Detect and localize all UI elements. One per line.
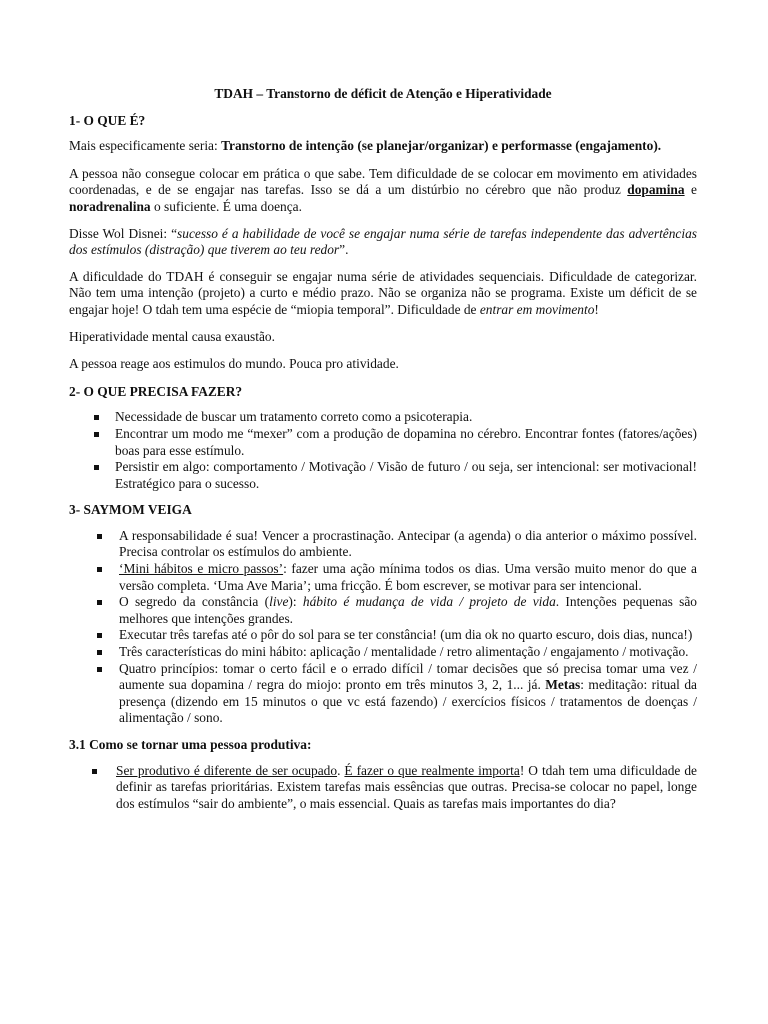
italic-text: entrar em movimento xyxy=(479,301,595,317)
text: : meditação: ritual da presença (dizendo em 15 minutos o que vc está fazendo) / exercícios físicos / tratamentos de doenças / alimentação / sono. xyxy=(119,677,698,726)
list-item xyxy=(69,594,697,627)
text: ! xyxy=(594,301,599,317)
text: : fazer uma ação mínima todos os dias. Uma versão muito menor do que a versão completa. ‘Uma Ave Maria’; uma fricção. É bom escrever, se motivar para ser intencional. xyxy=(119,561,697,593)
section-pessoa-produtiva xyxy=(69,737,697,812)
bullet-list xyxy=(69,528,697,727)
list-item: Encontrar um modo me “mexer” com a produção de dopamina no cérebro. Encontrar fontes (fatores/ações) boas para esse estímulo. xyxy=(69,426,697,459)
underlined-text: Ser produtivo é diferente de ser ocupado xyxy=(116,762,338,778)
list-item xyxy=(69,763,697,813)
section-heading: 3- SAYMOM VEIGA xyxy=(69,502,192,518)
document-title: TDAH – Transtorno de déficit de Atenção e Hiperatividade xyxy=(214,86,552,101)
underlined-text: É fazer o que realmente importa xyxy=(344,762,520,778)
text: . Intenções pequenas são melhores que intenções grandes. xyxy=(119,594,697,626)
text: ! O tdah tem uma dificuldade de definir as tarefas prioritárias. Existem tarefas mais essências que outras. Precisa-se colocar no papel, longe dos estímulos “sair do ambiente”, o mais essencial. Quais as tarefas mais importantes do dia? xyxy=(116,762,697,811)
text: Mais especificamente seria: xyxy=(69,138,222,154)
underlined-text: ‘Mini hábitos e micro passos’ xyxy=(119,561,284,577)
italic-quote: sucesso é a habilidade de você se engajar numa série de tarefas independente das advertências dos estímulos (distração) que tiverem ao teu redor xyxy=(69,225,697,258)
text: ): xyxy=(288,594,303,610)
text: A dificuldade do TDAH é conseguir se engajar numa série de atividades sequenciais. Dificuldade de categorizar. Não tem uma intenção (projeto) a curto e médio prazo. Não se organiza não se programa. Existe um déficit de se engajar hoje! O tdah tem uma espécie de “miopia temporal”. Dificuldade de xyxy=(69,268,697,317)
list-item xyxy=(69,561,697,594)
list-item xyxy=(69,661,697,727)
bullet-list xyxy=(69,763,697,813)
paragraph: A pessoa reage aos estimulos do mundo. Pouca pro atividade. xyxy=(69,356,399,372)
text: . xyxy=(337,762,345,778)
section-heading: 2- O QUE PRECISA FAZER? xyxy=(69,383,243,399)
list-item: Necessidade de buscar um tratamento correto como a psicoterapia. xyxy=(69,409,697,426)
section-o-que-e xyxy=(69,113,697,373)
text: o suficiente. É uma doença. xyxy=(150,198,302,214)
paragraph: Hiperatividade mental causa exaustão. xyxy=(69,328,275,344)
list-item: Três características do mini hábito: aplicação / mentalidade / retro alimentação / engajamento / motivação. xyxy=(69,644,697,661)
paragraph xyxy=(69,269,697,319)
section-heading: 1- O QUE É? xyxy=(69,112,146,128)
italic-text: hábito é mudança de vida / projeto de vida xyxy=(302,594,556,610)
text: e xyxy=(684,182,697,198)
bold-underlined-text: dopamina xyxy=(627,182,685,198)
section-o-que-precisa-fazer xyxy=(69,384,697,493)
section-heading: 3.1 Como se tornar uma pessoa produtiva: xyxy=(69,737,312,752)
paragraph xyxy=(69,166,697,216)
paragraph xyxy=(69,138,697,155)
italic-text: live xyxy=(269,594,289,610)
section-saymom-veiga xyxy=(69,502,697,727)
bold-text: noradrenalina xyxy=(69,198,151,214)
list-item: A responsabilidade é sua! Vencer a procrastinação. Antecipar (a agenda) o dia anterior o máximo possível. Precisa controlar os estímulos do ambiente. xyxy=(69,528,697,561)
text: A pessoa não consegue colocar em prática o que sabe. Tem dificuldade de se colocar em movimento em atividades coordenadas, e de se engajar nas tarefas. Isso se dá a um distúrbio no cérebro que não produz xyxy=(69,165,697,198)
list-item: Executar três tarefas até o pôr do sol para se ter constância! (um dia ok no quarto escuro, dois dias, nunca!) xyxy=(69,627,697,644)
paragraph xyxy=(69,226,697,259)
bold-text: Metas xyxy=(545,677,581,693)
text: Quatro princípios: tomar o certo fácil e o errado difícil / tomar decisões que só precisa tomar uma vez / aumente sua dopamina / regra do miojo: pronto em três minutos 3, 2, 1... já. xyxy=(119,660,697,693)
text: Disse Wol Disnei: “ xyxy=(69,225,178,241)
text: O segredo da constância ( xyxy=(119,594,270,610)
text: ”. xyxy=(339,242,349,258)
bullet-list xyxy=(69,409,697,492)
list-item: Persistir em algo: comportamento / Motivação / Visão de futuro / ou seja, ser intencional: ser motivacional! Estratégico para o sucesso. xyxy=(69,459,697,492)
bold-text: Transtorno de intenção (se planejar/organizar) e performasse (engajamento). xyxy=(221,138,662,154)
